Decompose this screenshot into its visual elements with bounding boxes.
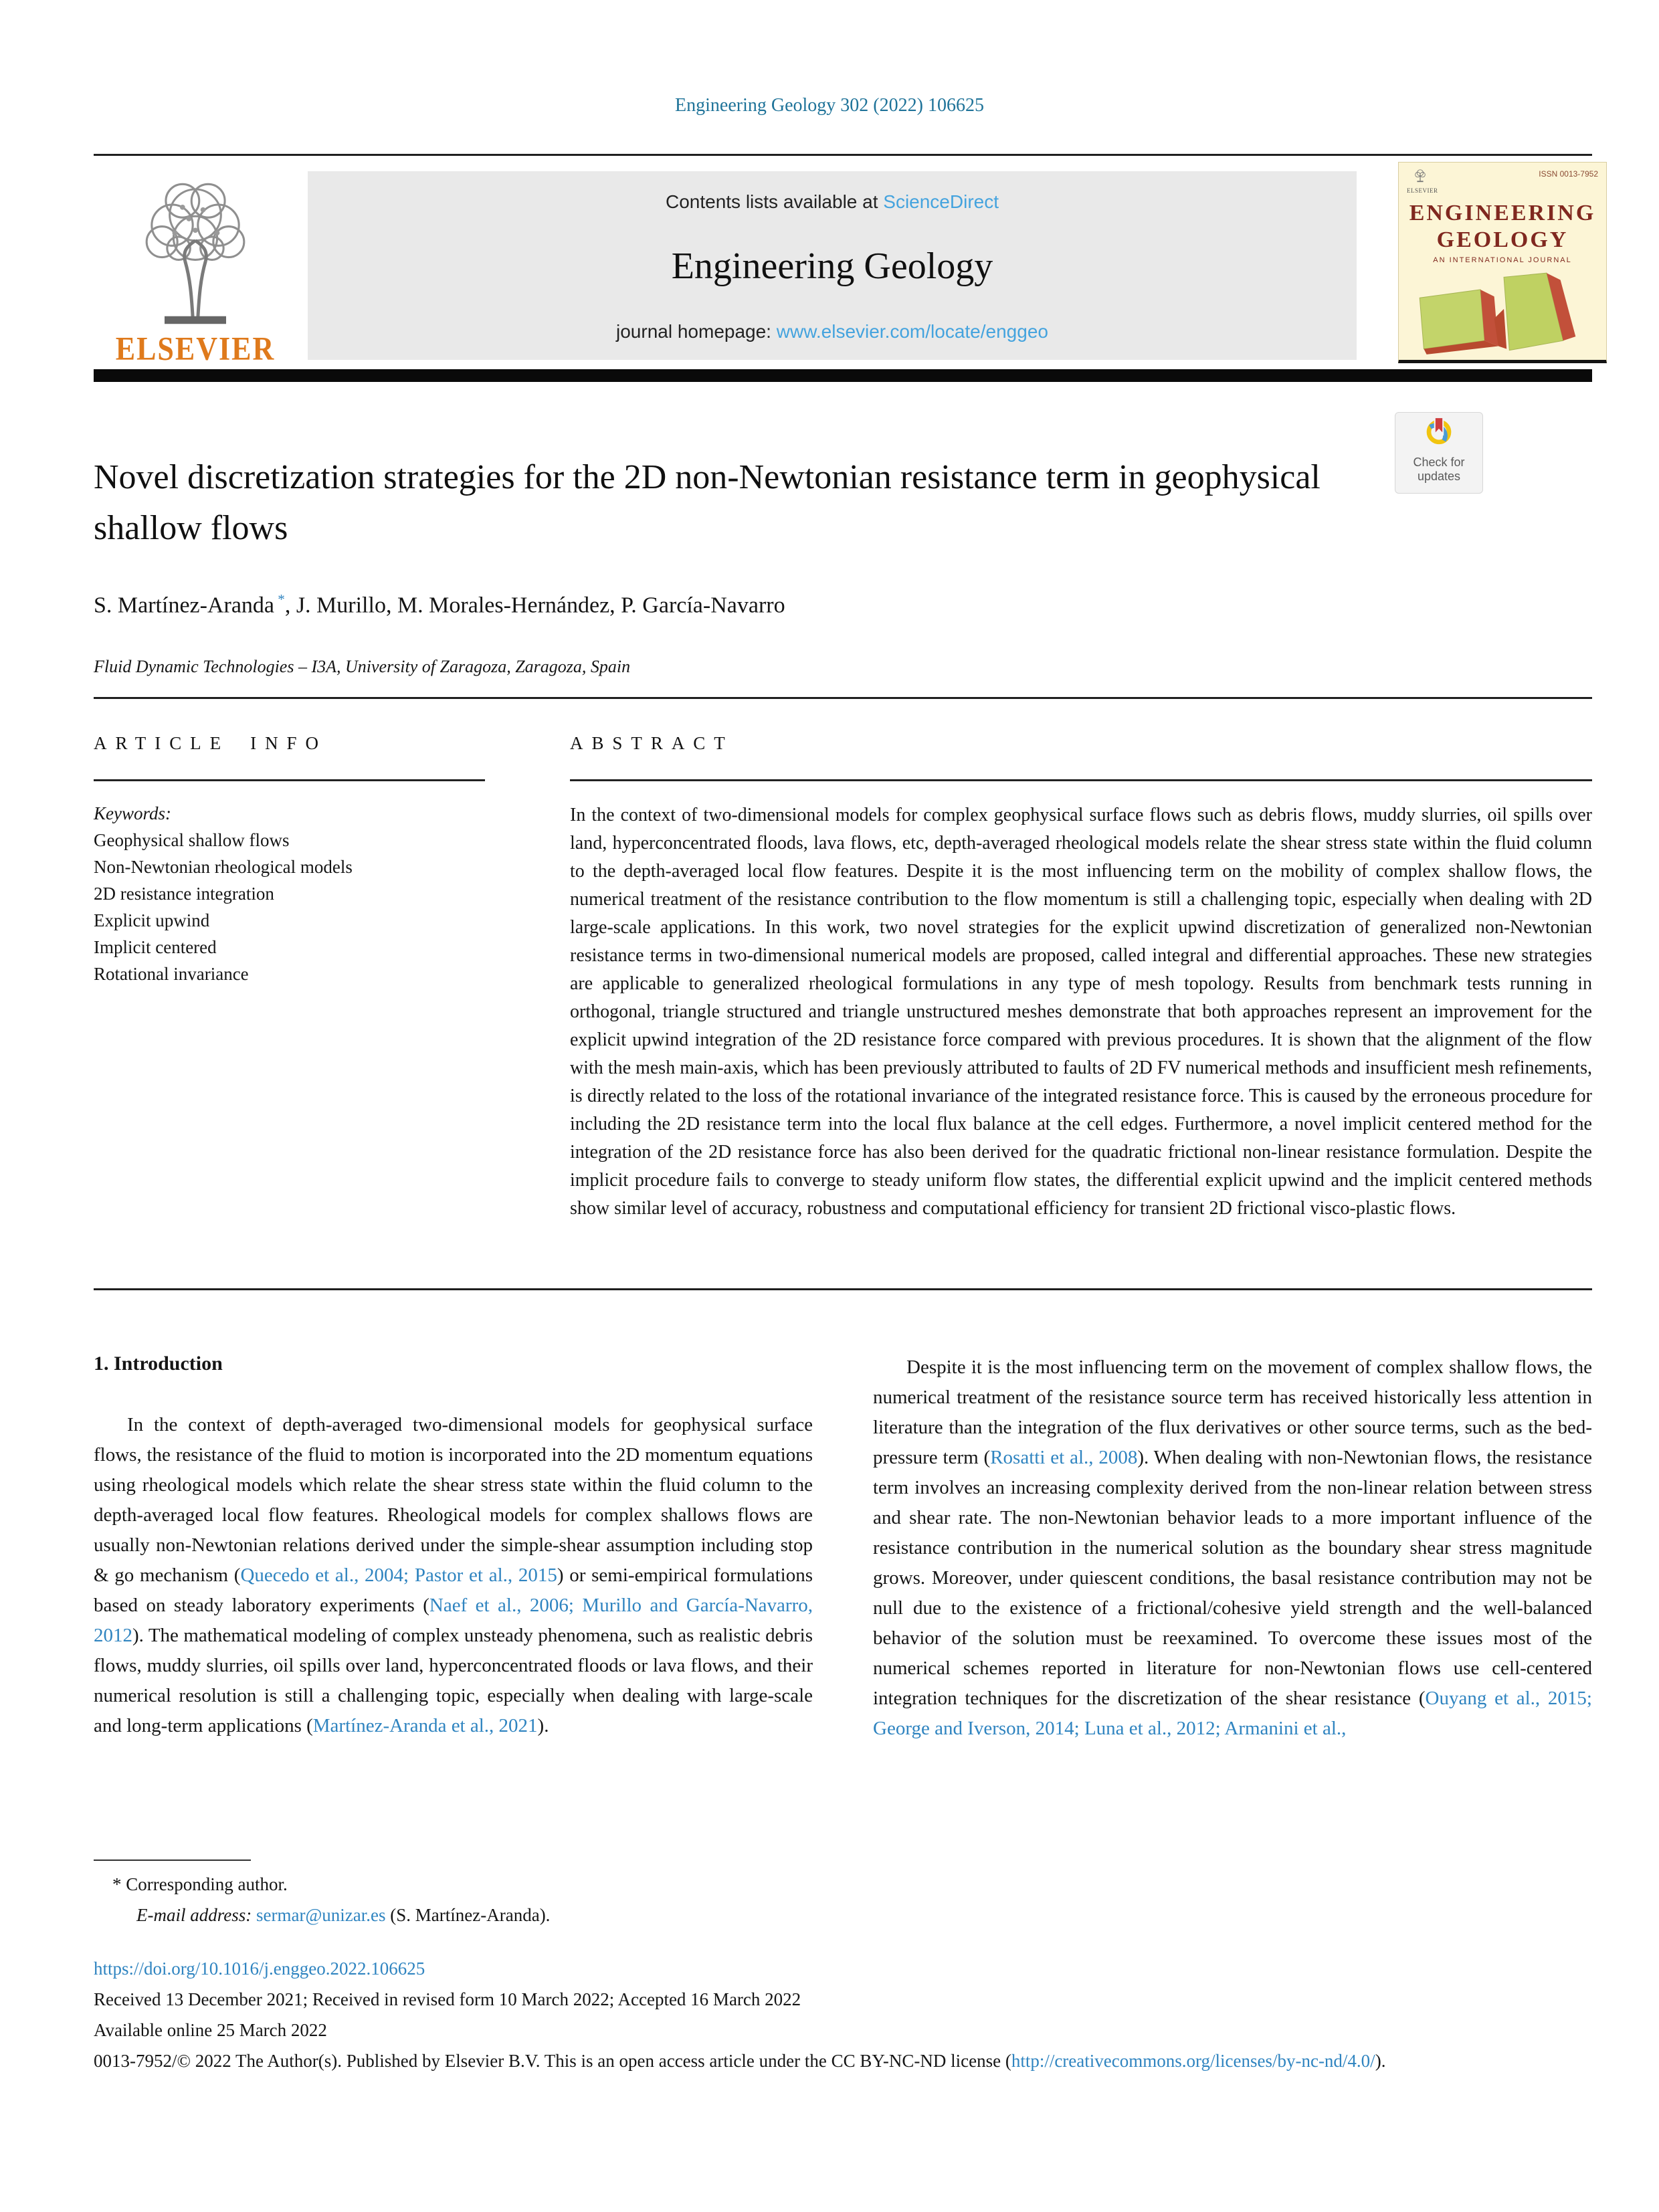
footnote-rule xyxy=(94,1859,251,1861)
masthead-black-bar xyxy=(94,369,1592,382)
keywords-block xyxy=(94,800,485,987)
article-info-rule xyxy=(94,779,485,781)
keyword-item: Explicit upwind xyxy=(94,910,210,930)
abstract-rule xyxy=(570,779,1592,781)
article-info-header: ARTICLE INFO xyxy=(94,733,327,753)
introduction-paragraph-right: Despite it is the most influencing term on the movement of complex shallow flows, the numerical treatment of the resistance source term has received historically less attention in literature than the integration of the flux derivatives or other source terms, such as the bed-pressure term (Rosatti et al., 2008). When dealing with non-Newtonian flows, the resistance term involves an increasing complexity derived from the non-linear relation between stress and shear rate. The non-Newtonian behavior leads to a more important influence of the resistance contribution in the numerical solution as the boundary shear stress magnitude grows. Moreover, under quiescent conditions, the basal resistance contribution may not be null due to the existence of a frictional/cohesive yield strength and the well-balanced behavior of the solution must be reexamined. To overcome these issues most of the numerical schemes reported in literature for non-Newtonian flows use cell-centered integration techniques for the discretization of the shear resistance (Ouyang et al., 2015; George and Iverson, 2014; Luna et al., 2012; Armanini et al., xyxy=(873,1356,1592,1739)
elsevier-wordmark: ELSEVIER xyxy=(115,330,276,367)
cover-elsevier-label: ELSEVIER xyxy=(1407,187,1438,194)
affiliation: Fluid Dynamic Technologies – I3A, University of Zaragoza, Zaragoza, Spain xyxy=(94,657,631,676)
footnotes xyxy=(94,1859,1592,2076)
keywords-label: Keywords: xyxy=(94,803,171,823)
cover-elsevier-tree-icon xyxy=(1413,168,1428,184)
journal-reference: Engineering Geology 302 (2022) 106625 xyxy=(675,95,984,116)
homepage-line xyxy=(308,321,1357,342)
top-divider xyxy=(94,154,1592,156)
sciencedirect-link[interactable]: ScienceDirect xyxy=(883,191,999,212)
email-note: E-mail address: sermar@unizar.es (S. Martínez-Aranda). xyxy=(136,1905,551,1925)
contents-prefix: Contents lists available at xyxy=(665,191,884,212)
homepage-link[interactable]: www.elsevier.com/locate/enggeo xyxy=(776,321,1048,342)
introduction-paragraph-left: In the context of depth-averaged two-dimensional models for geophysical surface flows, the resistance of the fluid to motion is incorporated into the 2D momentum equations using rheological models which relate the shear stress state within the fluid column to the depth-averaged local flow features. Rheological models for complex shallows flows are usually non-Newtonian relations derived under the simple-shear assumption including stop & go mechanism (Quecedo et al., 2004; Pastor et al., 2015) or semi-empirical formulations based on steady laboratory experiments (Naef et al., 2006; Murillo and García-Navarro, 2012). The mathematical modeling of complex unsteady phenomena, such as realistic debris flows, muddy slurries, oil spills over land, hyperconcentrated floods or lava flows, and their numerical resolution is still a challenging topic, especially when dealing with large-scale and long-term applications (Martínez-Aranda et al., 2021). xyxy=(94,1414,813,1736)
license-note: 0013-7952/© 2022 The Author(s). Published by Elsevier B.V. This is an open access article under the CC BY-NC-ND license (http://creativecommons.org/licenses/by-nc-nd/4.0/). xyxy=(94,2051,1386,2071)
authors-line: S. Martínez-Aranda *, J. Murillo, M. Morales-Hernández, P. García-Navarro xyxy=(94,591,785,618)
cover-title-line2: GEOLOGY xyxy=(1436,227,1569,252)
check-updates-badge[interactable] xyxy=(1395,412,1483,494)
homepage-prefix: journal homepage: xyxy=(616,321,777,342)
elsevier-logo xyxy=(102,171,289,365)
contents-line xyxy=(308,191,1357,213)
elsevier-tree-icon xyxy=(118,171,272,330)
abstract-bottom-divider xyxy=(94,1288,1592,1290)
keyword-item: Rotational invariance xyxy=(94,964,249,984)
masthead-box xyxy=(308,171,1357,360)
title-section-divider xyxy=(94,697,1592,699)
crossmark-icon xyxy=(1418,414,1460,457)
abstract-text: In the context of two-dimensional models for complex geophysical surface flows such as debris flows, muddy slurries, oil spills over land, hyperconcentrated floods, lava flows, etc, depth-averaged rheological models relate the shear stress state within the fluid column to the depth-averaged local flow features. Despite it is the most influencing term on the mobility of complex shallow flows, the numerical treatment of the resistance contribution to the flow momentum is still a challenging topic, especially when dealing with 2D large-scale applications. In this work, two novel strategies for the explicit upwind discretization of generalized non-Newtonian resistance terms in two-dimensional numerical models are proposed, called integral and differential approaches. These new strategies are applicable to generalized rheological formulations in any type of mesh topology. Results from benchmark tests running in orthogonal, triangle structured and triangle unstructured meshes demonstrate that both approaches represent an improvement for the explicit upwind integration of the 2D resistance force compared with previous procedures. It is shown that the alignment of the flow with the mesh main-axis, which has been previously attributed to faults of 2D FV numerical methods and insufficient mesh refinements, is directly related to the loss of the rotational invariance of the integrated resistance force. This is caused by the erroneous procedure for including the 2D resistance term into the local flux balance at the cell edges. Furthermore, a novel implicit centered method for the integration of the 2D resistance force has also been derived for the quadratic frictional non-linear resistance formulation. Despite the implicit procedure fails to converge to steady uniform flow states, the differential explicit upwind and the implicit centered methods show similar level of accuracy, robustness and computational efficiency for transient 2D frictional visco-plastic flows. xyxy=(570,805,1592,1219)
keyword-item: Non-Newtonian rheological models xyxy=(94,857,353,877)
introduction-heading: 1. Introduction xyxy=(94,1352,223,1375)
keyword-item: 2D resistance integration xyxy=(94,884,274,904)
cover-elsevier-mark xyxy=(1407,168,1438,194)
cover-title xyxy=(1399,200,1606,254)
journal-cover xyxy=(1398,162,1607,363)
received-dates: Received 13 December 2021; Received in revised form 10 March 2022; Accepted 16 March 2022 xyxy=(94,1989,801,2009)
cover-subtitle: AN INTERNATIONAL JOURNAL xyxy=(1433,256,1572,264)
article-title: Novel discretization strategies for the 2D non-Newtonian resistance term in geophysical shallow flows xyxy=(94,458,1321,547)
cover-title-line1: ENGINEERING xyxy=(1409,201,1596,225)
keyword-item: Implicit centered xyxy=(94,937,217,957)
introduction-left-column xyxy=(94,1352,813,1744)
introduction-right-column xyxy=(873,1352,1592,1744)
doi-link[interactable]: https://doi.org/10.1016/j.enggeo.2022.106625 xyxy=(94,1958,425,1979)
cover-art-illustration xyxy=(1399,269,1606,357)
available-online: Available online 25 March 2022 xyxy=(94,2020,327,2040)
article-info-column xyxy=(94,733,485,987)
abstract-header: ABSTRACT xyxy=(570,733,734,753)
corresponding-author-note: * Corresponding author. xyxy=(112,1874,288,1894)
masthead-journal-title: Engineering Geology xyxy=(671,245,993,287)
introduction-section xyxy=(94,1352,1592,1744)
cover-issn: ISSN 0013-7952 xyxy=(1539,169,1598,179)
masthead xyxy=(94,169,1598,367)
abstract-column xyxy=(570,733,1592,1223)
check-updates-label: Check for updates xyxy=(1413,456,1465,483)
keyword-item: Geophysical shallow flows xyxy=(94,830,290,850)
